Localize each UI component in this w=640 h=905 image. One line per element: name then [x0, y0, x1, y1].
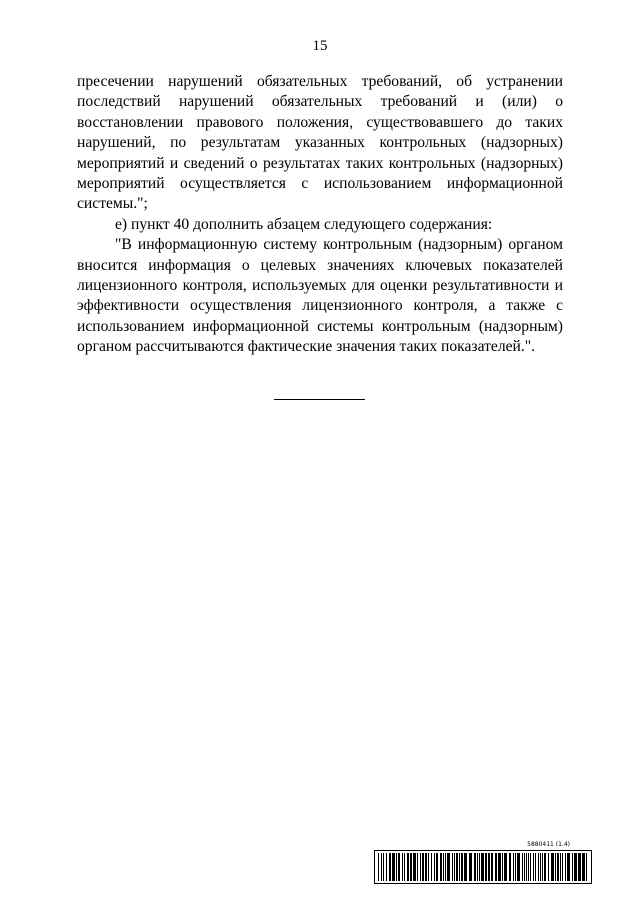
barcode-bar: [456, 853, 458, 881]
barcode-bar: [526, 853, 527, 881]
barcode-bar: [461, 853, 463, 881]
barcode-bar: [474, 853, 476, 881]
barcode-caption: 5880411 (1.4): [527, 841, 570, 848]
barcode-bar: [572, 853, 573, 881]
barcode-bar: [389, 853, 391, 881]
barcode-bar: [528, 853, 529, 881]
barcode-bar: [555, 853, 556, 881]
barcode-bar: [436, 853, 438, 881]
barcode-bar: [477, 853, 478, 881]
barcode-bar: [420, 853, 421, 881]
end-separator-line: [274, 399, 365, 400]
barcode-bar: [464, 853, 467, 881]
barcode-bar: [485, 853, 487, 881]
barcode-bar: [513, 853, 514, 881]
barcode-bar: [402, 853, 403, 881]
barcode-bar: [522, 853, 523, 881]
barcode-bar: [578, 853, 581, 881]
barcode-bar: [445, 853, 446, 881]
barcode-bar: [557, 853, 559, 881]
barcode-bar: [491, 853, 493, 881]
barcode-bar: [498, 853, 501, 881]
barcode-bar: [398, 853, 400, 881]
barcode-bar: [504, 853, 507, 881]
barcode-bar: [392, 853, 395, 881]
barcode-bar: [410, 853, 412, 881]
barcode-bar: [540, 853, 541, 881]
barcode-bar: [452, 853, 453, 881]
barcode-bar: [509, 853, 511, 881]
barcode-bar: [567, 853, 570, 881]
barcode-bar: [538, 853, 539, 881]
barcode-bar: [404, 853, 405, 881]
barcode-bar: [425, 853, 427, 881]
barcode-image: [374, 850, 592, 884]
barcode-bar: [542, 853, 543, 881]
barcode-bar: [413, 853, 416, 881]
barcode-bar: [443, 853, 444, 881]
paragraph-continuation: пресечении нарушений обязательных требований, об устранении последствий нарушений обязательных требований и (или) о восстановлении правового положения, существовавшего до таких нарушений, по результатам указанных контрольных (надзорных) мероприятий и сведений о результатах таких контрольных (надзорных) мероприятий осуществляется с использованием информационной системы.";: [77, 73, 563, 213]
barcode-bar: [488, 853, 490, 881]
barcode-bar: [481, 853, 484, 881]
barcode-bar: [574, 853, 577, 881]
barcode-bar: [533, 853, 534, 881]
barcode-block: [374, 841, 592, 884]
barcode-bar: [517, 853, 520, 881]
barcode-bar: [502, 853, 503, 881]
barcode-bar: [422, 853, 424, 881]
barcode-bar: [560, 853, 561, 881]
barcode-bar: [535, 853, 536, 881]
barcode-bar: [562, 853, 563, 881]
barcode-bar: [551, 853, 554, 881]
barcode-bar: [469, 853, 472, 881]
barcode-bar: [530, 853, 531, 881]
barcode-bar: [434, 853, 435, 881]
barcode-bar: [428, 853, 429, 881]
barcode-bar: [548, 853, 549, 881]
barcode-bar: [582, 853, 585, 881]
barcode-bar: [515, 853, 516, 881]
barcode-bar: [454, 853, 455, 881]
barcode-bar: [459, 853, 460, 881]
barcode-bar: [431, 853, 432, 881]
barcode-bar: [586, 853, 587, 881]
barcode-bar: [381, 853, 382, 881]
barcode-bar: [544, 853, 546, 881]
barcode-bar: [495, 853, 497, 881]
document-body: [77, 72, 563, 358]
barcode-bar: [396, 853, 397, 881]
barcode-bar: [440, 853, 442, 881]
paragraph-amendment-item: е) пункт 40 дополнить абзацем следующего содержания:: [115, 215, 493, 233]
barcode-bar: [407, 853, 409, 881]
paragraph-amendment-text: "В информационную систему контрольным (надзорным) органом вносится информация о целевых значениях ключевых показателей лицензионного контроля, используемых для оценки результативности и эффективности осуществления лицензионного контроля, а также с использованием информационной системы контрольным (надзорным) органом рассчитываются фактические значения таких показателей.".: [77, 236, 563, 356]
page-number: 15: [312, 38, 328, 54]
barcode-bar: [386, 853, 387, 881]
barcode-bar: [565, 853, 566, 881]
barcode-bar: [447, 853, 450, 881]
barcode-bar: [479, 853, 480, 881]
barcode-bar: [524, 853, 525, 881]
barcode-bar: [417, 853, 418, 881]
barcode-bar: [383, 853, 384, 881]
barcode-bar: [378, 853, 379, 881]
